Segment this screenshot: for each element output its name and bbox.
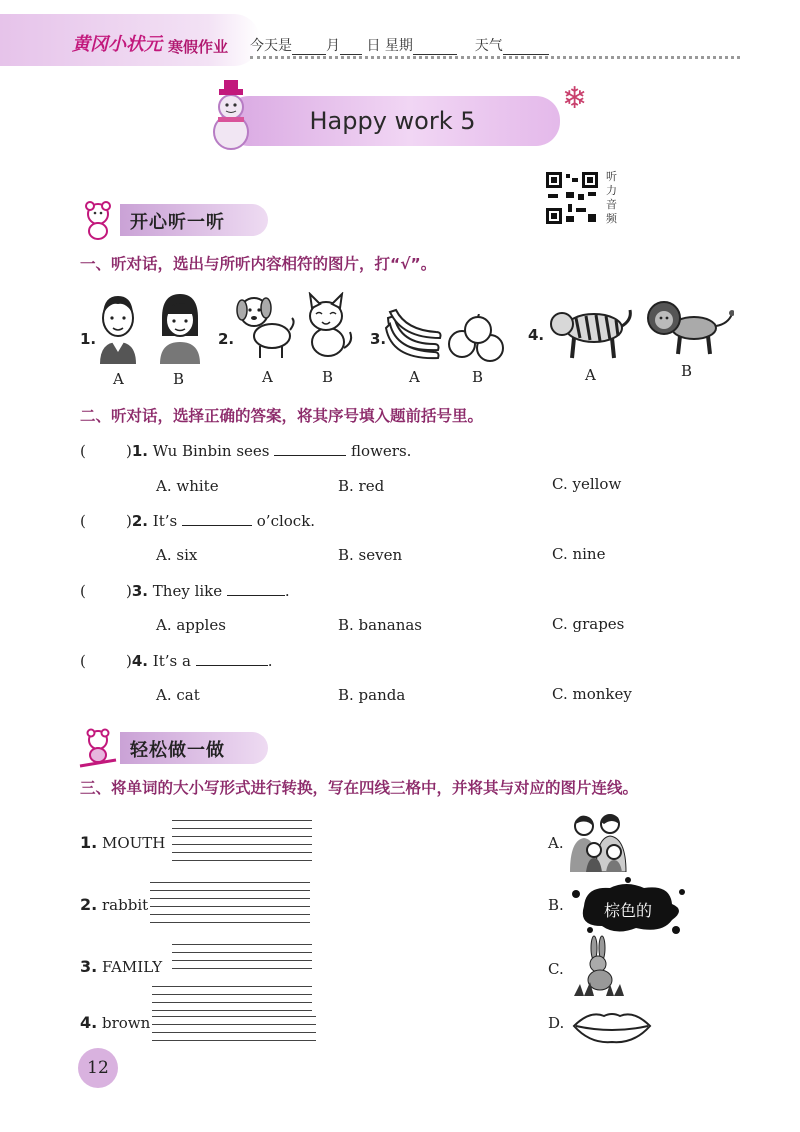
today-label: 今天是 <box>250 38 292 54</box>
day-blank[interactable] <box>340 41 362 55</box>
question-text: They like <box>152 582 223 600</box>
part1-picture-row <box>0 286 800 386</box>
date-line <box>250 35 549 55</box>
apples-picture[interactable] <box>446 314 508 366</box>
brand-logo: 黄冈小状元 <box>72 34 162 55</box>
bracket-close: ) <box>126 512 132 530</box>
bracket-open: ( <box>80 582 86 600</box>
brown-caption: 棕色的 <box>604 901 653 920</box>
bracket-close: ) <box>126 582 132 600</box>
writing-lines[interactable] <box>152 1016 316 1041</box>
bear-mascot-icon <box>76 200 120 240</box>
word-text: MOUTH <box>102 834 166 852</box>
match-label-a: A. <box>548 834 564 852</box>
item-number: 4. <box>528 326 545 344</box>
option-label: B <box>322 368 334 386</box>
answer-bracket[interactable] <box>80 582 126 600</box>
bracket-close: ) <box>126 652 132 670</box>
bracket-open: ( <box>80 442 86 460</box>
word-mouth <box>80 833 165 852</box>
family-picture[interactable] <box>566 812 632 872</box>
option-label: B <box>173 370 185 388</box>
word-text: rabbit <box>102 896 149 914</box>
section-label: 开心听一听 <box>130 212 225 233</box>
question-number: 4. <box>131 652 148 670</box>
word-text: brown <box>102 1014 151 1032</box>
question-number: 1. <box>131 442 148 460</box>
lion-picture[interactable] <box>646 298 734 356</box>
part2-instruction: 二、听对话，选择正确的答案，将其序号填入题前括号里。 <box>80 407 484 425</box>
girl-picture[interactable] <box>152 288 208 364</box>
homework-label: 寒假作业 <box>168 38 229 56</box>
bananas-picture[interactable] <box>382 308 444 362</box>
month-label: 月 <box>326 38 340 54</box>
question-text: o’clock. <box>256 512 316 530</box>
answer-bracket[interactable] <box>80 512 126 530</box>
section-do-header <box>76 728 276 764</box>
question-text: . <box>284 582 290 600</box>
option-a[interactable]: A. six <box>156 546 198 564</box>
question-number: 2. <box>131 512 148 530</box>
fill-blank[interactable] <box>196 654 268 666</box>
tiger-picture[interactable] <box>546 300 632 360</box>
word-number: 3. <box>80 957 98 976</box>
match-label-b: B. <box>548 896 564 914</box>
qr-caption-char: 听 <box>606 170 617 183</box>
title-banner <box>225 96 560 146</box>
option-c[interactable]: C. grapes <box>552 615 625 633</box>
writing-lines-lower[interactable] <box>150 898 310 923</box>
question-number: 3. <box>131 582 148 600</box>
option-label: A <box>262 368 273 386</box>
writing-lines-lower[interactable] <box>172 836 312 861</box>
word-number: 4. <box>80 1013 98 1032</box>
section-label: 轻松做一做 <box>130 740 225 761</box>
month-blank[interactable] <box>292 41 326 55</box>
fill-blank[interactable] <box>274 444 346 456</box>
option-a[interactable]: A. white <box>156 477 219 495</box>
qr-caption <box>606 170 622 226</box>
writing-lines-lower[interactable] <box>152 986 312 1011</box>
qr-caption-char: 音 <box>606 198 617 211</box>
option-c[interactable]: C. nine <box>552 545 606 563</box>
option-label: A <box>409 368 420 386</box>
match-label-d: D. <box>548 1014 565 1032</box>
question-3 <box>80 582 290 600</box>
option-label: B <box>681 362 693 380</box>
question-1 <box>80 442 411 460</box>
qr-caption-char: 力 <box>606 184 617 197</box>
word-number: 2. <box>80 895 98 914</box>
skiing-bear-icon <box>76 728 120 768</box>
option-c[interactable]: C. monkey <box>552 685 632 703</box>
fill-blank[interactable] <box>227 584 285 596</box>
mouth-lips-picture[interactable] <box>570 1006 654 1046</box>
section-listen-header <box>76 200 276 236</box>
word-number: 1. <box>80 833 98 852</box>
option-b[interactable]: B. panda <box>338 686 406 704</box>
question-text: It’s <box>152 512 178 530</box>
option-a[interactable]: A. cat <box>156 686 200 704</box>
word-text: FAMILY <box>102 958 163 976</box>
match-label-c: C. <box>548 960 564 978</box>
option-a[interactable]: A. apples <box>156 616 226 634</box>
option-b[interactable]: B. seven <box>338 546 403 564</box>
part3-instruction: 三、将单词的大小写形式进行转换，写在四线三格中，并将其与对应的图片连线。 <box>80 779 639 797</box>
boy-picture[interactable] <box>92 288 144 364</box>
answer-bracket[interactable] <box>80 652 126 670</box>
page-title: Happy work 5 <box>309 107 476 135</box>
option-c[interactable]: C. yellow <box>552 475 622 493</box>
bracket-open: ( <box>80 512 86 530</box>
bracket-close: ) <box>126 442 132 460</box>
question-text: flowers. <box>351 442 412 460</box>
page-header <box>0 0 800 70</box>
snowflake-icon: ❄ <box>562 81 588 116</box>
bracket-open: ( <box>80 652 86 670</box>
option-label: A <box>113 370 124 388</box>
rabbit-picture[interactable] <box>572 934 626 998</box>
option-label: B <box>472 368 484 386</box>
week-label: 星期 <box>384 38 413 54</box>
question-text: Wu Binbin sees <box>152 442 270 460</box>
word-family <box>80 957 162 976</box>
cat-picture[interactable] <box>300 292 354 360</box>
weather-label: 天气 <box>474 38 503 54</box>
item-number: 2. <box>218 330 235 348</box>
snowman-icon <box>205 78 257 152</box>
word-rabbit <box>80 895 148 914</box>
item-number: 3. <box>370 330 387 348</box>
answer-bracket[interactable] <box>80 442 126 460</box>
page-number: 12 <box>78 1048 118 1088</box>
dotted-divider <box>250 56 740 59</box>
day-label: 日 <box>366 38 381 54</box>
part1-instruction: 一、听对话，选出与所听内容相符的图片，打“√”。 <box>80 255 437 273</box>
option-b[interactable]: B. red <box>338 477 385 495</box>
question-text: . <box>267 652 273 670</box>
question-text: It’s a <box>152 652 191 670</box>
fill-blank[interactable] <box>182 514 252 526</box>
option-label: A <box>585 366 596 384</box>
dog-picture[interactable] <box>232 290 296 360</box>
qr-code-icon[interactable] <box>544 170 600 226</box>
question-2 <box>80 512 315 530</box>
week-blank[interactable] <box>413 41 457 55</box>
option-b[interactable]: B. bananas <box>338 616 423 634</box>
item-number: 1. <box>80 330 97 348</box>
writing-lines[interactable] <box>172 944 312 969</box>
question-4 <box>80 652 272 670</box>
qr-caption-char: 频 <box>606 212 617 225</box>
word-brown <box>80 1013 150 1032</box>
weather-blank[interactable] <box>503 41 549 55</box>
